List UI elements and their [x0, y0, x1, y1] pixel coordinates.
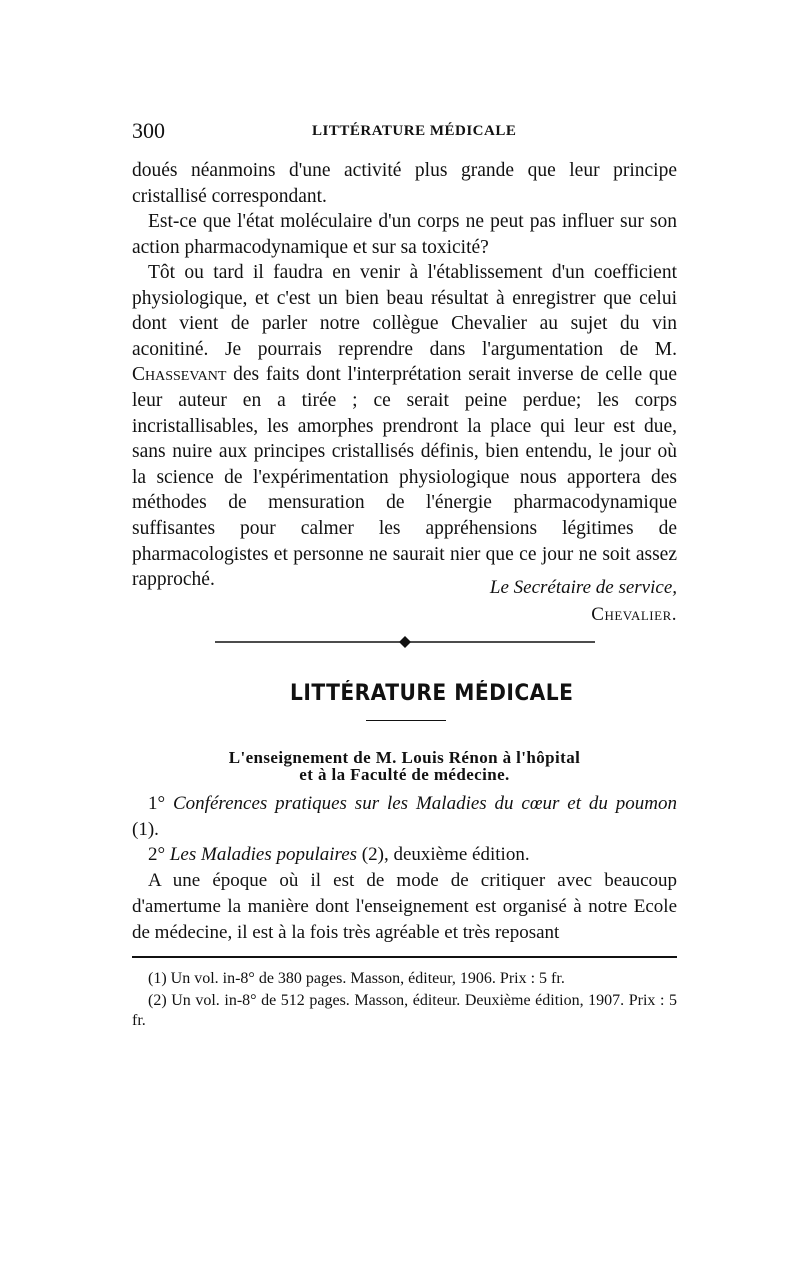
item-rest: (2), deuxième édition. [361, 844, 530, 865]
footnote-ref: (1). [132, 819, 159, 840]
paragraph-main [132, 260, 677, 593]
book-title: Les Maladies populaires [169, 844, 358, 865]
article-paragraph: A une époque où il est de mode de critiquer avec beaucoup d'amertume la manière dont l'enseignement est organisé à notre Ecole de médecine, il est à la fois très agréable et très reposant [132, 870, 677, 943]
paragraph-question: Est-ce que l'état moléculaire d'un corps ne peut pas influer sur son action pharmacodynamique et sur sa toxicité? [132, 211, 677, 258]
signature-role: Le Secrétaire de service, [489, 577, 677, 598]
running-head [132, 118, 677, 148]
paragraph-main-part-2: des faits dont l'interprétation serait inverse de celle que leur auteur en a tirée ; ce serait peine perdue; les corps incristallisables, les amorphes prendront la place qui leur est due, sans nuire aux principes cristallisés définis, bien entendu, le jour où la science de l'expérimentation physiologique nous apportera des méthodes de mensuration de l'énergie pharmacodynamique suffisantes pour calmer les appréhensions légitimes de pharmacologistes et personne ne saurait nier que ce jour ne soit assez rapproché. [132, 364, 677, 591]
item-number: 1° [148, 793, 166, 814]
signature-name: Chevalier. [591, 604, 677, 625]
book-title: Conférences pratiques sur les Maladies du cœur et du poumon [173, 793, 678, 814]
footnote-2: (2) Un vol. in-8° de 512 pages. Masson, éditeur. Deuxième édition, 1907. Prix : 5 fr. [132, 992, 677, 1029]
footnote-rule [132, 956, 677, 958]
section-divider-ornament [215, 635, 595, 649]
title-underline [366, 720, 446, 721]
page-number: 300 [132, 118, 165, 143]
item-number: 2° [148, 844, 166, 865]
footnote-1: (1) Un vol. in-8° de 380 pages. Masson, éditeur, 1906. Prix : 5 fr. [148, 970, 565, 987]
list-item-1 [132, 791, 677, 843]
article-heading-line-2: et à la Faculté de médecine. [299, 765, 510, 784]
paragraph-continuation: doués néanmoins d'une activité plus grande que leur principe cristallisé correspondant. [132, 160, 677, 207]
paragraph-main-part-1: Tôt ou tard il faudra en venir à l'établissement d'un coefficient physiologique, et c'est un bien beau résultat à enregistrer que celui dont vient de parler notre collègue Chevalier au sujet du vin aconitiné. Je pourrais reprendre dans l'argumentation de M. [132, 262, 677, 360]
article-heading-line-1: L'enseignement de M. Louis Rénon à l'hôpital [228, 748, 581, 767]
list-item-2 [132, 842, 677, 868]
section-title: LITTÉRATURE MÉDICALE [290, 681, 574, 706]
running-title: LITTÉRATURE MÉDICALE [312, 123, 517, 139]
author-name-chassevant: Chassevant [132, 364, 227, 386]
